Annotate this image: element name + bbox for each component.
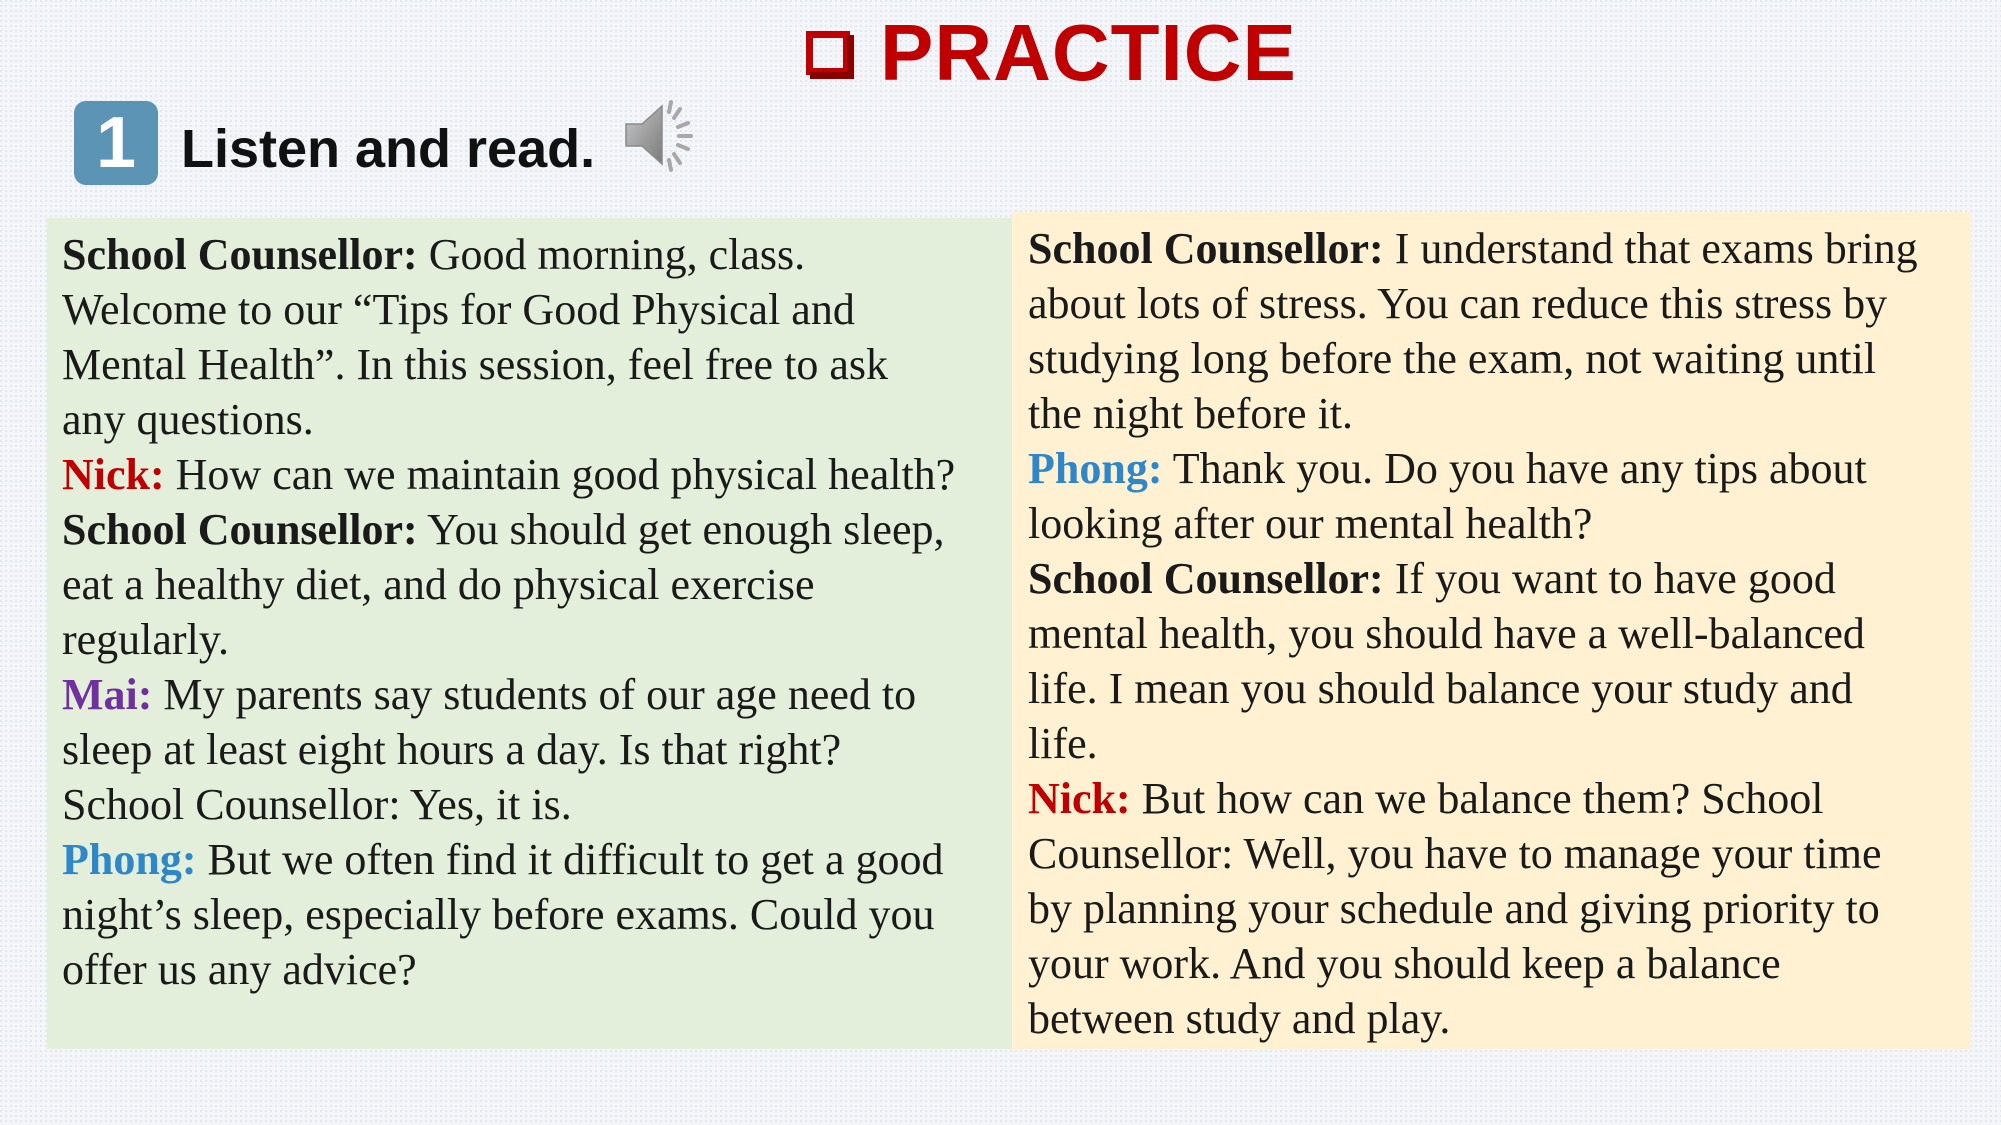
dialogue-text: life.	[1028, 719, 1098, 768]
dialogue-text: You should get enough sleep,	[417, 505, 945, 554]
dialogue-line	[1028, 386, 1971, 441]
dialogue-line	[62, 282, 1012, 337]
dialogue-text: How can we maintain good physical health?	[164, 450, 956, 499]
speaker-icon[interactable]	[622, 94, 704, 176]
dialogue-line	[62, 227, 1012, 282]
speaker-name: Phong:	[1028, 444, 1163, 493]
dialogue-line	[1028, 441, 1971, 496]
dialogue-text: I understand that exams bring	[1383, 224, 1918, 273]
dialogue-line	[1028, 661, 1971, 716]
task-instruction: Listen and read.	[181, 119, 596, 179]
dialogue-line	[62, 502, 1012, 557]
checkbox-square-icon	[806, 31, 850, 75]
dialogue-line	[1028, 881, 1971, 936]
dialogue-line	[1028, 551, 1971, 606]
task-number-badge: 1	[74, 101, 158, 185]
dialogue-line	[1028, 826, 1971, 881]
slide-title	[806, 8, 1297, 98]
dialogue-text: offer us any advice?	[62, 945, 417, 994]
dialogue-line	[62, 447, 1012, 502]
dialogue-text: Mental Health”. In this session, feel free to ask	[62, 340, 888, 389]
dialogue-text: School Counsellor: Yes, it is.	[62, 780, 572, 829]
speaker-name: Phong:	[62, 835, 197, 884]
dialogue-line	[62, 887, 1012, 942]
dialogue-line	[62, 942, 1012, 997]
dialogue-text: any questions.	[62, 395, 314, 444]
dialogue-panel-right	[1012, 212, 1971, 1049]
dialogue-panel-left	[47, 218, 1012, 1049]
dialogue-line	[62, 337, 1012, 392]
dialogue-text: night’s sleep, especially before exams. Could you	[62, 890, 935, 939]
dialogue-line	[1028, 716, 1971, 771]
dialogue-text: regularly.	[62, 615, 229, 664]
dialogue-line	[62, 667, 1012, 722]
dialogue-line	[1028, 991, 1971, 1046]
dialogue-text: your work. And you should keep a balance	[1028, 939, 1781, 988]
dialogue-line	[1028, 276, 1971, 331]
dialogue-line	[1028, 496, 1971, 551]
dialogue-text: Welcome to our “Tips for Good Physical and	[62, 285, 855, 334]
dialogue-line	[62, 392, 1012, 447]
speaker-name: Nick:	[1028, 774, 1131, 823]
dialogue-text: Good morning, class.	[417, 230, 806, 279]
dialogue-line	[62, 832, 1012, 887]
speaker-name: Mai:	[62, 670, 153, 719]
dialogue-text: studying long before the exam, not waiting until	[1028, 334, 1877, 383]
dialogue-line	[62, 777, 1012, 832]
dialogue-text: life. I mean you should balance your study and	[1028, 664, 1853, 713]
dialogue-text: mental health, you should have a well-balanced	[1028, 609, 1865, 658]
dialogue-text: eat a healthy diet, and do physical exercise	[62, 560, 815, 609]
dialogue-text: about lots of stress. You can reduce this stress by	[1028, 279, 1888, 328]
dialogue-line	[1028, 771, 1971, 826]
dialogue-line	[62, 612, 1012, 667]
dialogue-text: by planning your schedule and giving priority to	[1028, 884, 1880, 933]
dialogue-text: If you want to have good	[1383, 554, 1836, 603]
dialogue-text: My parents say students of our age need to	[152, 670, 917, 719]
dialogue-line	[1028, 606, 1971, 661]
speaker-name: School Counsellor:	[62, 505, 418, 554]
speaker-name: School Counsellor:	[1028, 554, 1384, 603]
dialogue-text: looking after our mental health?	[1028, 499, 1593, 548]
dialogue-text: But we often find it difficult to get a good	[196, 835, 944, 884]
dialogue-line	[1028, 936, 1971, 991]
speaker-name: School Counsellor:	[1028, 224, 1384, 273]
speaker-name: School Counsellor:	[62, 230, 418, 279]
dialogue-text: the night before it.	[1028, 389, 1354, 438]
dialogue-text: Counsellor: Well, you have to manage your time	[1028, 829, 1882, 878]
speaker-name: Nick:	[62, 450, 165, 499]
dialogue-text: sleep at least eight hours a day. Is that right?	[62, 725, 842, 774]
dialogue-text: between study and play.	[1028, 994, 1451, 1043]
dialogue-line	[62, 722, 1012, 777]
dialogue-line	[1028, 221, 1971, 276]
dialogue-text: Thank you. Do you have any tips about	[1162, 444, 1867, 493]
title-text: PRACTICE	[880, 8, 1297, 97]
dialogue-text: But how can we balance them? School	[1130, 774, 1824, 823]
dialogue-line	[1028, 331, 1971, 386]
dialogue-line	[62, 557, 1012, 612]
